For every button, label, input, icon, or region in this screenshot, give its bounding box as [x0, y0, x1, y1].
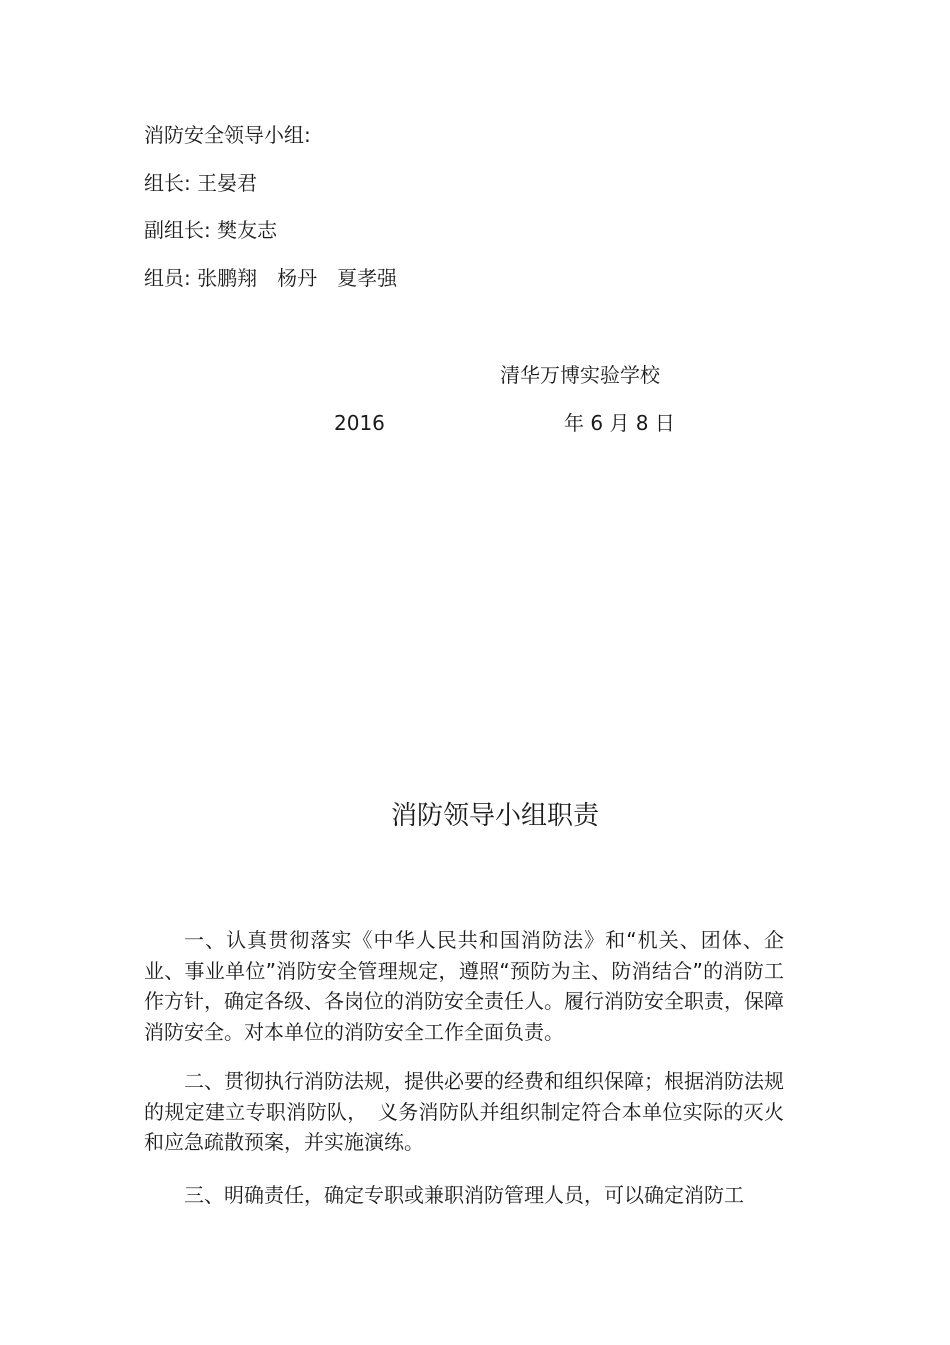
members-label: 组员: — [144, 266, 191, 290]
duties-title: 消防领导小组职责 — [390, 801, 599, 831]
leader-label: 组长: — [144, 171, 191, 195]
duty-paragraph: 三、明确责任，确定专职或兼职消防管理人员，可以确定消防工 — [184, 1183, 744, 1207]
deputy-label: 副组长: — [144, 218, 211, 242]
duty-paragraph: 二、贯彻执行消防法规，提供必要的经费和组织保障；根据消防法规的规定建立专职消防队， 义务消防队并组织制定符合本单位实际的灭火和应急疏散预案，并实施演练。 — [144, 1069, 784, 1154]
member-name: 杨丹 — [277, 266, 318, 290]
members-line — [144, 266, 397, 290]
date-year: 2016 — [334, 411, 385, 435]
leader-line — [144, 171, 257, 195]
member-name: 夏孝强 — [337, 266, 398, 290]
deputy-line — [144, 218, 277, 242]
duty-paragraph: 一、认真贯彻落实《中华人民共和国消防法》和“机关、团体、企业、事业单位”消防安全管理规定，遵照“预防为主、防消结合”的消防工作方针，确定各级、各岗位的消防安全责任人。履行消防安全职责，保障消防安全。对本单位的消防安全工作全面负责。 — [144, 928, 784, 1044]
leader-name: 王晏君 — [197, 171, 258, 195]
member-name: 张鹏翔 — [197, 266, 258, 290]
date-month-day: 年 6 月 8 日 — [564, 411, 675, 435]
school-name: 清华万博实验学校 — [500, 363, 660, 387]
deputy-name: 樊友志 — [217, 218, 278, 242]
group-heading: 消防安全领导小组: — [144, 123, 311, 147]
